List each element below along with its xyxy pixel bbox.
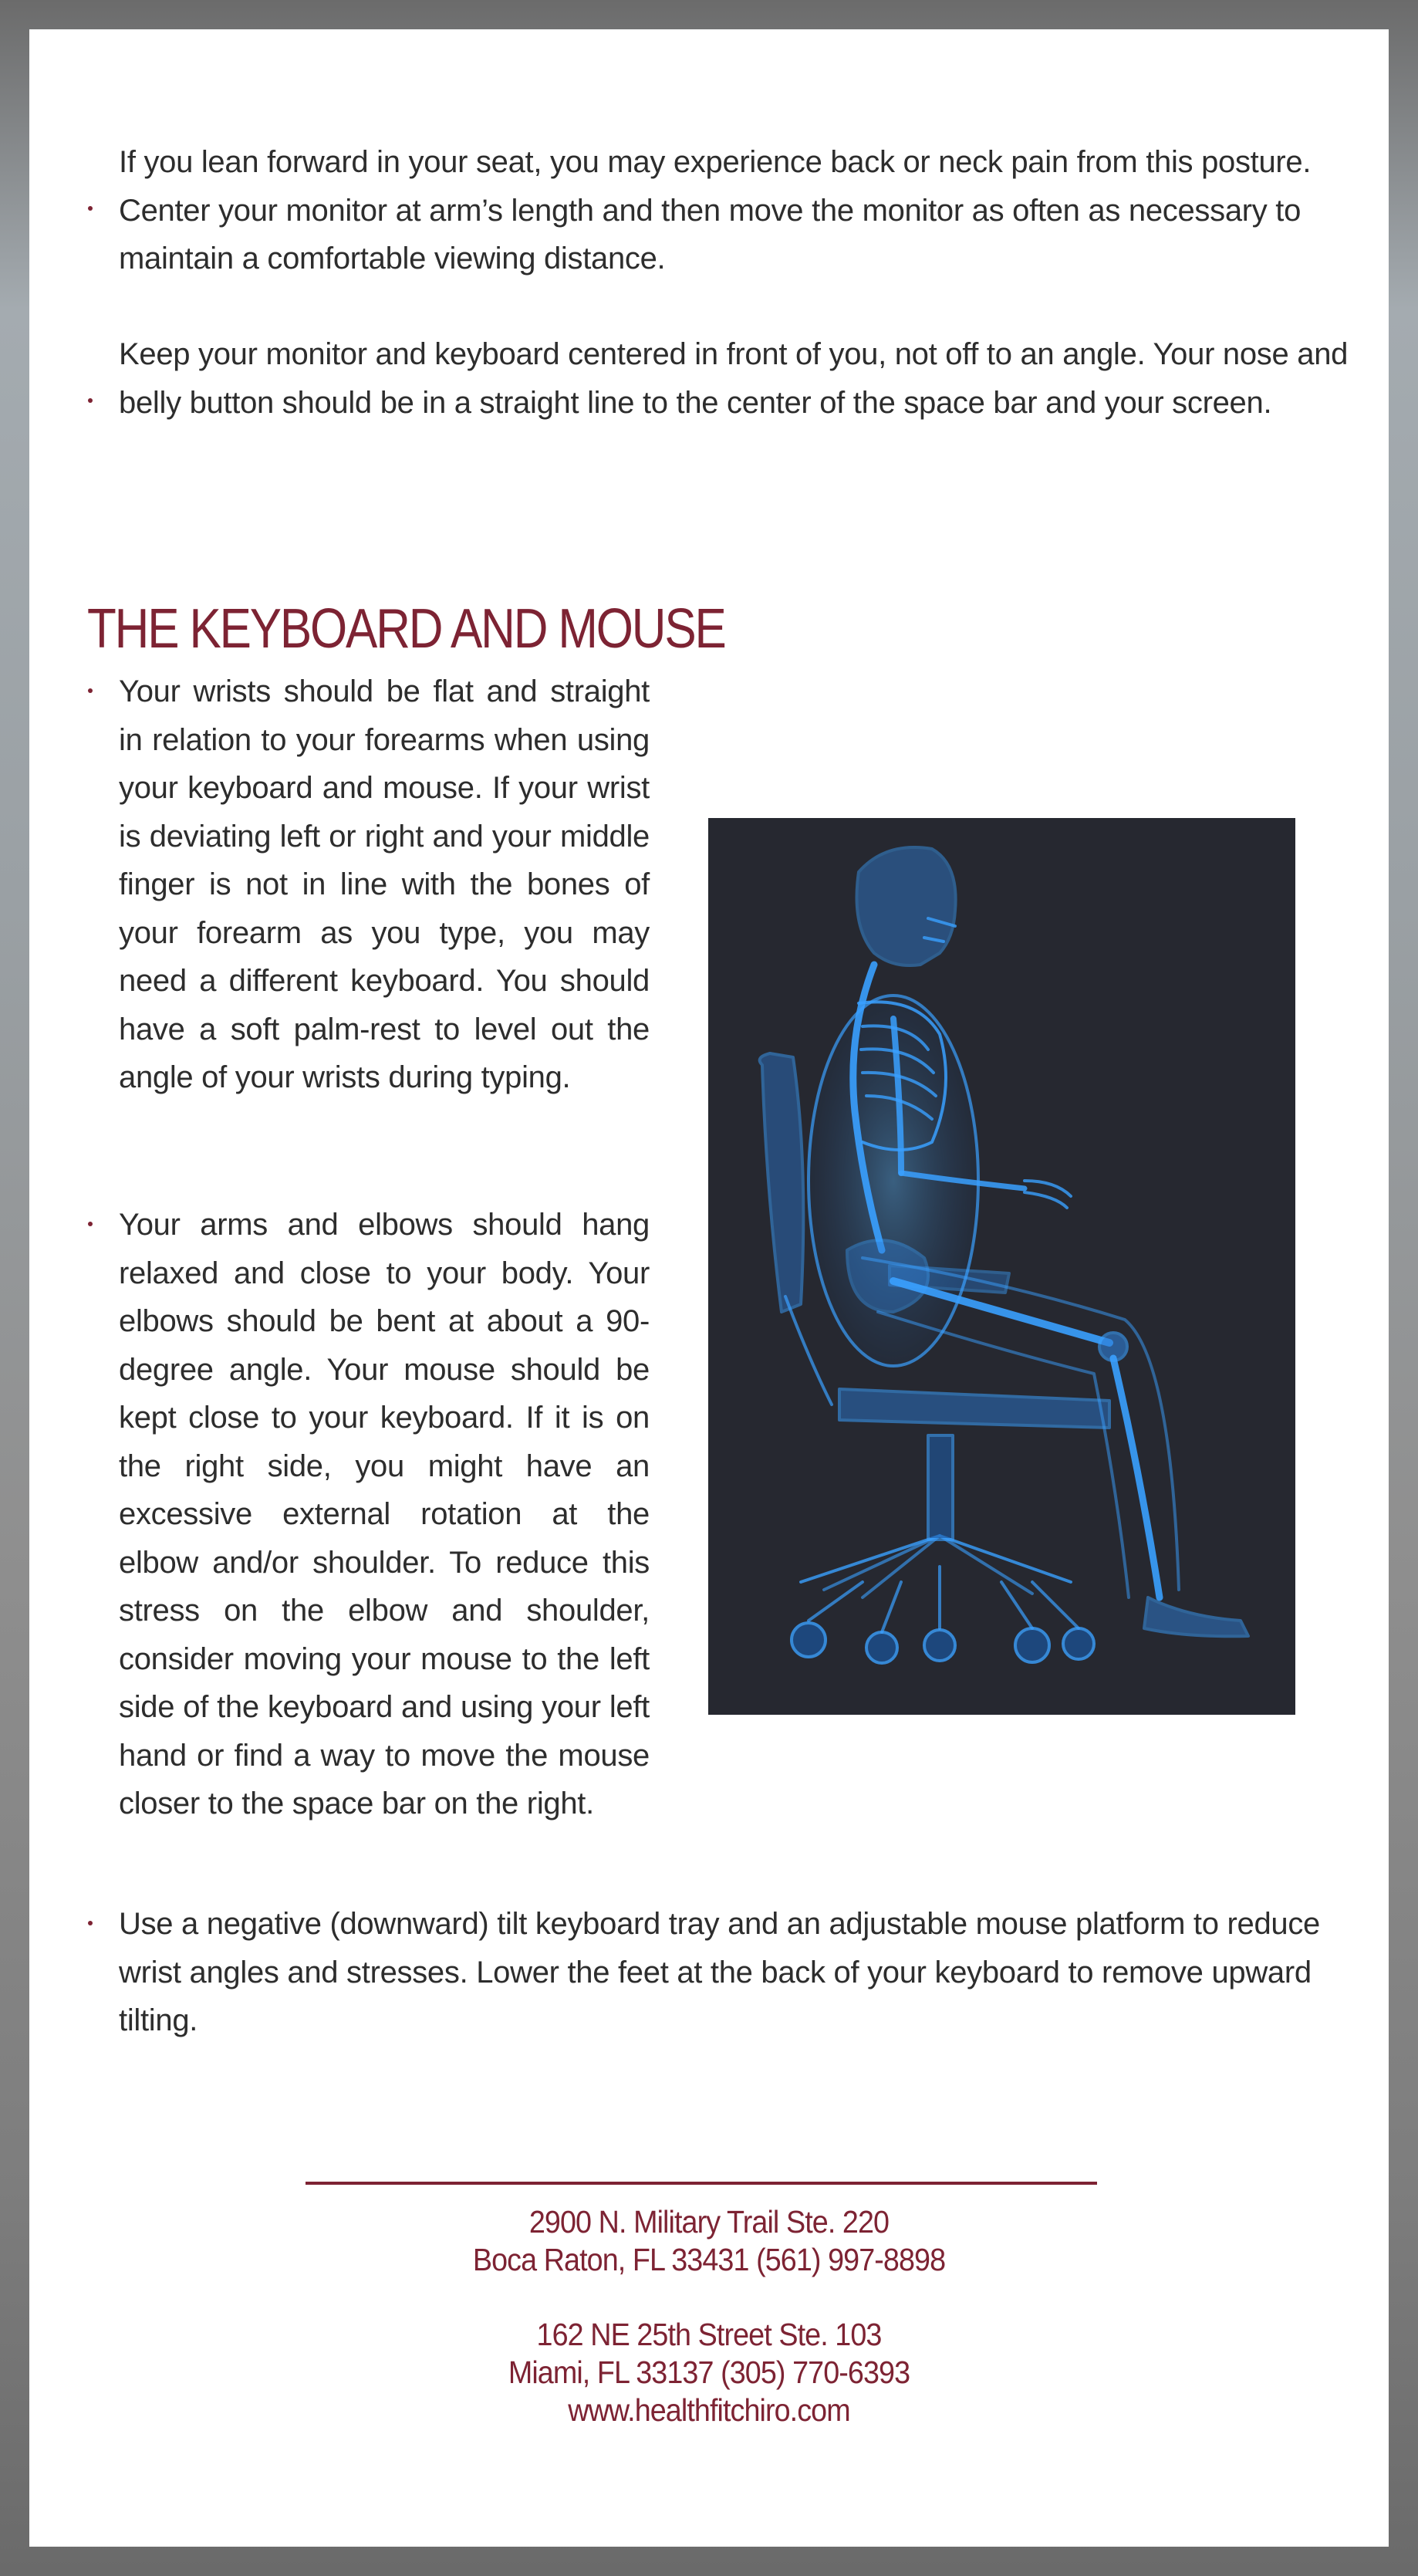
bullet-icon xyxy=(88,206,93,211)
bullet-icon xyxy=(88,688,93,693)
keyboard-bullet-text: Your arms and elbows should hang relaxed and close to your body. Your elbows should be bent at about a 90-degree angle. Your mouse should be kept close to your keyboard. If it is on the right side, you might have an excessive external rotation at the elbow and/or shoulder. To reduce this stress on the elbow and shoulder, consider moving your mouse to the left side of the keyboard and using your left hand or find a way to move the mouse closer to the space bar on the right. xyxy=(119,1208,650,1820)
bullet-icon xyxy=(88,1921,93,1925)
intro-bullet-text: If you lean forward in your seat, you may experience back or neck pain from this posture. Center your monitor at arm’s length and then move the monitor as often as necessary to maintain a comfortable viewing distance. xyxy=(119,145,1312,276)
intro-bullet-text: Keep your monitor and keyboard centered in front of you, not off to an angle. Your nose and belly button should be in a straight line to the center of the space bar and your screen. xyxy=(119,337,1349,420)
office-1-street: 2900 N. Military Trail Ste. 220 xyxy=(528,2204,890,2240)
keyboard-bullet-text: Use a negative (downward) tilt keyboard tray and an adjustable mouse platform to reduce wrist angles and stresses. Lower the feet at the back of your keyboard to remove upward tilting. xyxy=(119,1907,1320,2037)
footer-office-boca xyxy=(29,2203,1389,2279)
list-item xyxy=(119,138,1349,283)
footer-divider xyxy=(306,2182,1097,2185)
office-2-street: 162 NE 25th Street Ste. 103 xyxy=(536,2317,882,2352)
section-title: THE KEYBOARD AND MOUSE xyxy=(87,598,725,660)
xray-seated-posture-illustration xyxy=(708,818,1295,1715)
page xyxy=(29,29,1389,2547)
list-item xyxy=(119,1201,650,1828)
list-item xyxy=(119,668,650,1102)
footer-office-miami xyxy=(29,2316,1389,2429)
website-link[interactable]: www.healthfitchiro.com xyxy=(568,2392,850,2428)
office-2-city-phone: Miami, FL 33137 (305) 770-6393 xyxy=(508,2355,910,2390)
list-item xyxy=(119,1900,1349,2045)
keyboard-bullet-text: Your wrists should be flat and straight in relation to your forearms when using your keyboard and mouse. If your wrist is deviating left or right and your middle finger is not in line with the bones of your forearm as you type, you may need a different keyboard. You should have a soft palm-rest to level out the angle of your wrists during typing. xyxy=(119,674,650,1094)
list-item xyxy=(119,330,1349,427)
bullet-icon xyxy=(88,1222,93,1226)
office-1-city-phone: Boca Raton, FL 33431 (561) 997-8898 xyxy=(472,2242,946,2277)
bullet-icon xyxy=(88,398,93,403)
